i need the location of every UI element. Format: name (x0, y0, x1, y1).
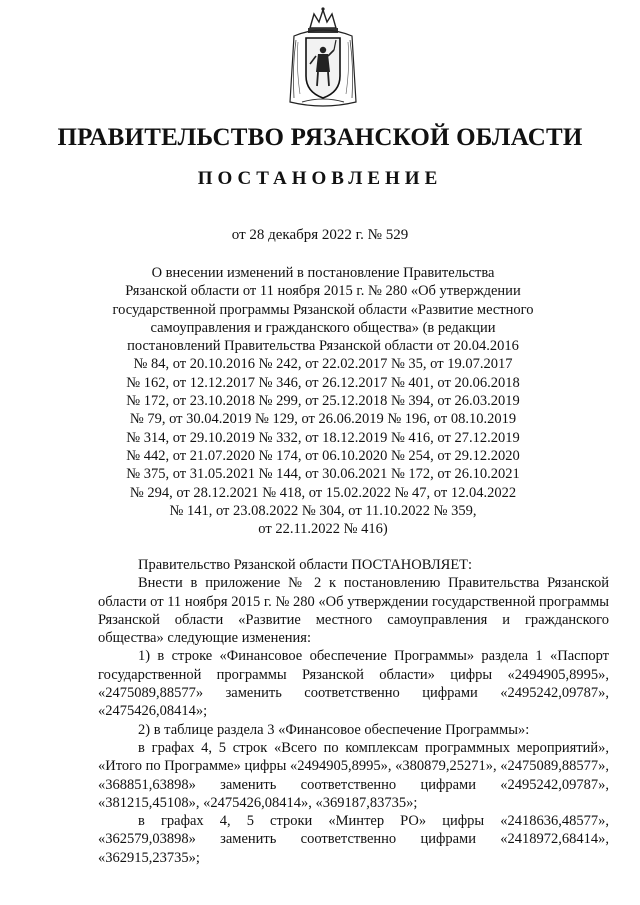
subject-line: от 22.11.2022 № 416) (258, 521, 388, 538)
ryazan-coat-of-arms-icon (284, 6, 362, 110)
body-paragraph: Внести в приложение № 2 к постановлению Правительства Рязанской области от 11 ноября 2015 г. № 280 «Об утверждении государственной программы Рязанской области «Развитие местного самоуправления и гражданского общества» следующие изменения: (98, 575, 609, 647)
subject-line: О внесении изменений в постановление Правительства (151, 265, 495, 281)
subject-line: государственной программы Рязанской области «Развитие местного (112, 301, 534, 318)
document-type: ПОСТАНОВЛЕНИЕ (197, 168, 443, 189)
document-subject (96, 264, 550, 538)
subject-line: № 79, от 30.04.2019 № 129, от 26.06.2019 № 196, от 08.10.2019 (129, 411, 517, 428)
body-paragraph: 1) в строке «Финансовое обеспечение Программы» раздела 1 «Паспорт государственной программы Рязанской области» цифры «2494905,8995», «2475089,88577» заменить соответственно цифрами «2495242,09787», «2475426,08414»; (98, 648, 609, 720)
subject-line: № 162, от 12.12.2017 № 346, от 26.12.2017 № 401, от 20.06.2018 (126, 374, 520, 391)
subject-line: № 442, от 21.07.2020 № 174, от 06.10.2020 № 254, от 29.12.2020 (126, 447, 520, 464)
subject-line: № 84, от 20.10.2016 № 242, от 22.02.2017 № 35, от 19.07.2017 (133, 356, 513, 373)
document-body (98, 556, 609, 867)
body-paragraph: Правительство Рязанской области ПОСТАНОВЛЯЕТ: (138, 557, 473, 573)
document-date-number: от 28 декабря 2022 г. № 529 (231, 227, 409, 243)
government-title: ПРАВИТЕЛЬСТВО РЯЗАНСКОЙ ОБЛАСТИ (57, 124, 583, 151)
body-paragraph: 2) в таблице раздела 3 «Финансовое обеспечение Программы»: (138, 721, 530, 738)
subject-line: самоуправления и гражданского общества» (в редакции (150, 319, 496, 336)
subject-line: Рязанской области от 11 ноября 2015 г. № 280 «Об утверждении (125, 283, 521, 300)
body-paragraph: в графах 4, 5 строки «Минтер РО» цифры «2418636,48577», «362579,03898» заменить соответственно цифрами «2418972,68414», «362915,23735»; (98, 813, 609, 866)
subject-line: № 294, от 28.12.2021 № 418, от 15.02.2022 № 47, от 12.04.2022 (129, 484, 517, 501)
subject-line: № 172, от 23.10.2018 № 299, от 25.12.2018 № 394, от 26.03.2019 (126, 393, 520, 410)
body-paragraph: в графах 4, 5 строк «Всего по комплексам программных мероприятий», «Итого по Программе» цифры «2494905,8995», «380879,25271», «2475089,88577», «368851,63898» заменить соответственно цифрами «2495242,09787», «381215,45108», «2475426,08414», «369187,83735»; (98, 739, 610, 811)
subject-line: № 141, от 23.08.2022 № 304, от 11.10.2022 № 359, (169, 502, 477, 519)
subject-line: постановлений Правительства Рязанской области от 20.04.2016 (127, 338, 519, 355)
subject-line: № 314, от 29.10.2019 № 332, от 18.12.2019 № 416, от 27.12.2019 (126, 429, 520, 446)
subject-line: № 375, от 31.05.2021 № 144, от 30.06.2021 № 172, от 26.10.2021 (126, 466, 520, 483)
